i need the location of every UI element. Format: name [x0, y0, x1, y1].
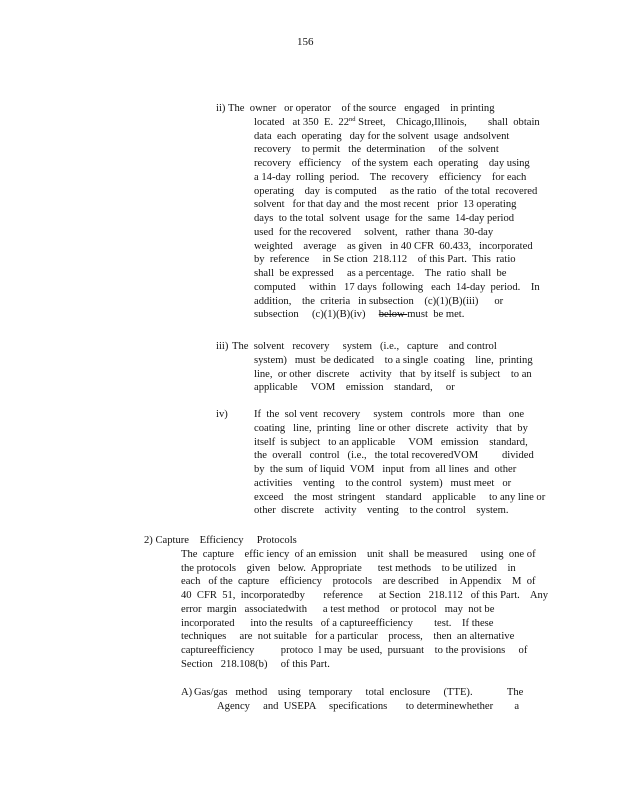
text-line: error margin associatedwith a test method or protocol may not be: [181, 603, 495, 615]
text-line: applicable VOM emission standard, or: [254, 382, 455, 394]
text-line: Section 218.108(b) of this Part.: [181, 658, 330, 670]
item-iv-body: [254, 408, 545, 518]
text-line: The capture effic iency of an emission unit shall be measured using one of: [181, 548, 536, 560]
text-line: itself is subject to an applicable VOM emission standard,: [254, 436, 528, 448]
text-line: the overall control (i.e., the total recoveredVOM divided: [254, 450, 534, 462]
text-line: techniques are not suitable for a particular process, then an alternative: [181, 631, 515, 643]
item-a-body: [217, 700, 519, 714]
item-iv-label: iv): [216, 409, 228, 420]
text-line: data each operating day for the solvent usage andsolvent: [254, 130, 510, 142]
text-line: a 14-day rolling period. The recovery efficiency for each: [254, 171, 527, 183]
text-line: recovery efficiency of the system each operating day using: [254, 158, 530, 169]
item-a-first-line: Gas/gas method using temporary total enclosure (TTE). The: [194, 687, 524, 698]
text-line: operating day is computed as the ratio of the total recovered: [254, 185, 538, 197]
item-ii-last-line: subsection (c)(1)(B)(iv) below must be met.: [254, 309, 465, 321]
text-line: activities venting to the control system) must meet or: [254, 477, 512, 489]
text-line: If the sol vent recovery system controls more than one: [254, 409, 525, 420]
text-line: used for the recovered solvent, rather thana 30-day: [254, 226, 494, 238]
text-line: solvent for that day and the most recent prior 13 operating: [254, 199, 517, 211]
text-line: by reference in Se ction 218.112 of this Part. This ratio: [254, 254, 516, 266]
item-iii-first-line: The solvent recovery system (i.e., capture and control: [232, 341, 497, 352]
text-line: by the sum of liquid VOM input from all lines and other: [254, 464, 517, 475]
item-iii-body: [254, 354, 533, 395]
text-line: captureefficiency protoco l may be used, pursuant to the provisions of: [181, 645, 528, 656]
text-line: other discrete activity venting to the control system.: [254, 505, 509, 517]
text-line: days to the total solvent usage for the same 14-day period: [254, 213, 515, 224]
text-line: system) must be dedicated to a single coating line, printing: [254, 354, 533, 366]
item-iii-label: iii): [216, 341, 229, 352]
item-ii-label: ii): [216, 103, 226, 114]
text-line: shall be expressed as a percentage. The ratio shall be: [254, 268, 507, 279]
item-ii-first-line: The owner or operator of the source engaged in printing: [228, 103, 495, 114]
text-line: exceed the most stringent standard applicable to any line or: [254, 491, 546, 503]
text-line: the protocols given below. Appropriate test methods to be utilized in: [181, 562, 516, 574]
struck-text: below: [378, 309, 408, 321]
text-line: computed within 17 days following each 14-day period. In: [254, 281, 540, 293]
text-line: each of the capture efficiency protocols are described in Appendix M of: [181, 576, 536, 588]
section-heading: 2) Capture Efficiency Protocols: [144, 535, 297, 546]
text-line: coating line, printing line or other discrete activity that by: [254, 422, 528, 434]
text-line: line, or other discrete activity that by itself is subject to an: [254, 368, 532, 380]
text-line: recovery to permit the determination of the solvent: [254, 144, 499, 156]
text-line: 40 CFR 51, incorporatedby reference at Section 218.112 of this Part. Any: [181, 590, 549, 601]
text-line: incorporated into the results of a captureefficiency test. If these: [181, 617, 494, 629]
item-ii-line-2: located at 350 E. 22nd Street, Chicago,Illinois, shall obtain: [254, 115, 540, 128]
page-number: 156: [297, 36, 314, 48]
item-ii-body: [254, 116, 540, 322]
item-a-label: A): [181, 687, 193, 698]
section-2-body: [181, 548, 548, 672]
text-line: weighted average as given in 40 CFR 60.433, incorporated: [254, 240, 533, 252]
text-line: addition, the criteria in subsection (c)(1)(B)(iii) or: [254, 295, 504, 307]
text-line: Agency and USEPA specifications to determinewhether a: [217, 700, 520, 712]
